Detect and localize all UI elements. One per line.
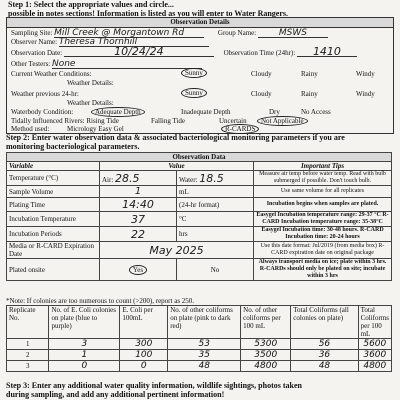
step-2-heading: Step 2: Enter water observation data & associated bacteriological monitoring parameters if you are monitoring bacteriological parameters. [6,133,345,151]
tips-header: Important Tips [254,162,392,171]
current-weather-row: Current Weather Conditions: Sunny Cloudy Rainy Windy [11,69,375,78]
observation-title: Observation Details [7,18,393,28]
method-easygel-option[interactable]: Micrology Easy Gel [67,125,124,133]
table-row: 2 1 100 35 3500 36 3600 [7,350,392,361]
table-row: Temperature (°C) Air: 28.5 Water: 18.5 Measure air temp before water temp. Read with bulb submerged if possible. Don't touch bulb. [7,171,392,186]
water-temp-field[interactable]: 18.5 [199,171,224,185]
date-row: Observation Date: 10/24/24 Observation Time (24hr): 1410 [11,48,357,57]
prev-weather-rainy-option[interactable]: Rainy [301,90,318,98]
sample-volume-field[interactable]: 1 [100,186,177,198]
tidal-not-applicable-option[interactable]: Not Applicable [257,116,308,126]
date-field[interactable]: 10/24/24 [64,48,214,57]
table-row: Incubation Periods 22 hrs Easygel Incubation time: 30-48 hours. R-CARD Incubation time: 20-24 hours [7,227,392,242]
observer-field[interactable]: Theresa Thornhill [59,38,209,47]
waterbody-row: Waterbody Condition: Adequate Depth Inadequate Depth Dry No Access [11,108,331,116]
tidal-uncertain-option[interactable]: Uncertain [219,117,247,125]
site-field[interactable]: Mill Creek @ Morgantown Rd [54,29,204,38]
weather-rainy-option[interactable]: Rainy [301,70,318,78]
table-row: Media or R-CARD Expiration Date May 2025 Use this date format: Jul/2019 (from media box) R-CARD expiration date on original package [7,242,392,259]
previous-weather-row: Weather previous 24-hr: Sunny Cloudy Rainy Windy [11,89,375,98]
replicate-table [6,305,392,372]
notice-line-2: possible in notes sections! Information is listed as you will enter to Water Rangers. [8,9,289,18]
incubation-period-field[interactable]: 22 [100,227,177,242]
weather-cloudy-option[interactable]: Cloudy [251,70,272,78]
air-temp-field[interactable]: 28.5 [115,171,140,185]
variable-header: Variable [7,162,100,171]
plating-time-field[interactable]: 14:40 [100,198,177,212]
method-rcards-option[interactable]: R-CARDS [221,124,259,134]
testers-field[interactable]: None [52,60,202,69]
prev-weather-details-label: Weather Details: [67,99,114,107]
testers-row: Other Testers: None [11,60,202,69]
weather-windy-option[interactable]: Windy [356,70,375,78]
waterbody-inadequate-option[interactable]: Inadequate Depth [181,108,231,116]
table-row: Incubation Temperature 37 °C Easygel Incubation temperature range: 29-37 °C R-CARD Incubation temperature range: 35-38°C [7,212,392,227]
method-row: Method used: Micrology Easy Gel R-CARDS [11,125,391,133]
colonies-note: *Note: If colonies are too numerous to count (>200), report as 250. [6,297,195,305]
table-row: Plated onsite Yes No Always transport media on ice; plate within 3 hrs. R-CARDs should only be plated on site; incubate within 3 hrs [7,259,392,281]
expiration-date-field[interactable]: May 2025 [100,242,254,259]
prev-weather-sunny-option[interactable]: Sunny [181,88,207,98]
table-row: 1 3 300 53 5300 56 5600 [7,339,392,350]
table-row: Plating Time 14:40 (24-hr format) Incubation begins when samples are plated. [7,198,392,212]
prev-weather-cloudy-option[interactable]: Cloudy [251,90,272,98]
group-field[interactable]: MSWS [258,29,328,38]
table-row: Sample Volume 1 mL Use same volume for all replicates [7,186,392,198]
value-header: Value [100,162,254,171]
tidal-falling-option[interactable]: Falling Tide [151,117,186,125]
table-row: 3 0 0 48 4800 48 4800 [7,361,392,372]
prev-weather-windy-option[interactable]: Windy [356,90,375,98]
waterbody-noaccess-option[interactable]: No Access [301,108,331,116]
observation-data-title: Observation Data [7,153,392,162]
incubation-temp-field[interactable]: 37 [100,212,177,227]
waterbody-adequate-option[interactable]: Adequate Depth [91,107,145,117]
observer-row: Observer Name: Theresa Thornhill [11,38,209,47]
waterbody-dry-option[interactable]: Dry [269,108,280,116]
weather-sunny-option[interactable]: Sunny [181,68,207,78]
plated-onsite-no-option[interactable]: No [177,259,254,281]
tidal-row: Tidally Influenced Rivers: Rising Tide Falling Tide Uncertain Not Applicable [11,117,391,125]
instructions-notice [8,0,396,18]
observation-data-table [6,152,392,281]
time-field[interactable]: 1410 [297,48,357,57]
notice-line-1: Step 1: Select the appropriate values and circle... [8,0,174,9]
replicate-header-row: Replicate No. No. of E. Coli colonies on plate (blue to purple) E. Coli per 100mL No. of other coliforms on plate (pink to dark red) No. of other coliforms per 100 mL Total Coliforms (all colonies on plate) Total Coliforms per 100 mL [7,306,392,339]
observation-details-box [6,17,394,134]
site-row: Sampling Site: Mill Creek @ Morgantown Rd Group Name: MSWS [11,29,328,38]
plated-onsite-yes-option[interactable]: Yes [129,265,147,275]
weather-details-label: Weather Details: [67,79,114,87]
step-3-heading: Step 3: Enter any additional water quality information, wildlife sightings, photos taken during sampling, and add any additional pertinent information! [6,381,302,399]
